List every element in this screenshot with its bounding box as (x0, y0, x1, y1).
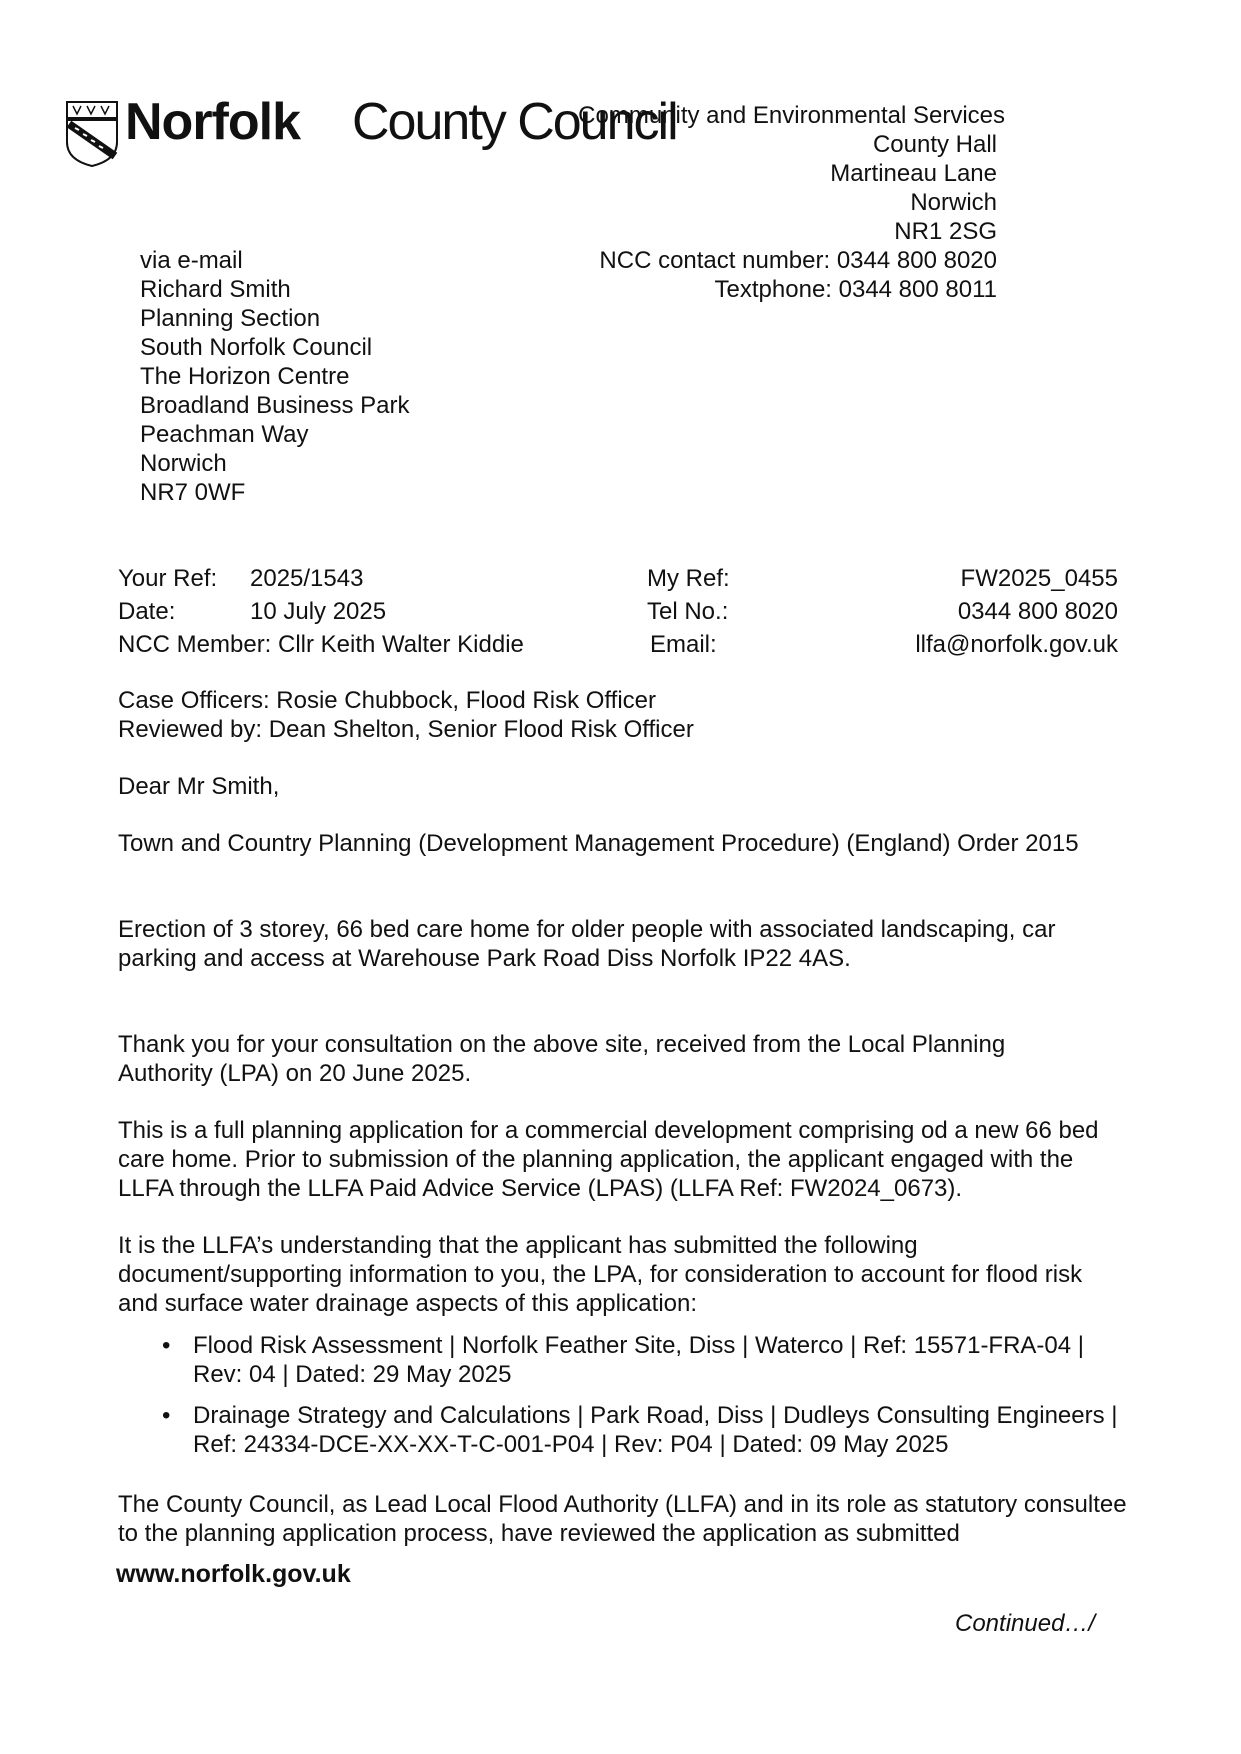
recipient-line: Norwich (140, 450, 227, 477)
textphone: Textphone: 0344 800 8011 (714, 276, 997, 303)
your-ref-value: 2025/1543 (250, 565, 364, 592)
order-title-text: Town and Country Planning (Development Management Procedure) (England) Order 2015 (118, 830, 1079, 857)
my-ref-label: My Ref: (647, 565, 730, 592)
paragraph-llfa-review (118, 1490, 1128, 1548)
recipient-line: Planning Section (140, 305, 321, 332)
recipient-line: Richard Smith (140, 276, 291, 303)
case-officers: Case Officers: Rosie Chubbock, Flood Risk Officer (118, 687, 656, 714)
my-ref-value: FW2025_0455 (960, 565, 1118, 592)
logo-wordmark-norfolk: Norfolk (125, 93, 300, 151)
reviewed-by: Reviewed by: Dean Shelton, Senior Flood Risk Officer (118, 716, 694, 743)
email-label: Email: (650, 631, 717, 658)
recipient-line: NR7 0WF (140, 479, 246, 506)
proposal-text: Erection of 3 storey, 66 bed care home for older people with associated landscaping, car parking and access at Warehouse Park Road Diss Norfolk IP22 4AS. (118, 916, 1056, 972)
bullet-icon: • (162, 1332, 171, 1359)
bullet-icon: • (162, 1402, 171, 1429)
recipient-line: Broadland Business Park (140, 392, 410, 419)
recipient-line: South Norfolk Council (140, 334, 373, 361)
documents-list (118, 1331, 1118, 1471)
list-item (118, 1331, 1118, 1389)
tel-value: 0344 800 8020 (957, 598, 1118, 625)
ncc-member: NCC Member: Cllr Keith Walter Kiddie (118, 631, 524, 658)
list-item (118, 1401, 1118, 1459)
salutation: Dear Mr Smith, (118, 773, 280, 800)
document-text: Flood Risk Assessment | Norfolk Feather Site, Diss | Waterco | Ref: 15571-FRA-04 | Rev: 04 | Dated: 29 May 2025 (193, 1332, 1085, 1388)
website-link[interactable]: www.norfolk.gov.uk (116, 1560, 351, 1588)
proposal (118, 915, 1078, 973)
paragraph-text: The County Council, as Lead Local Flood Authority (LLFA) and in its role as statutory consultee to the planning application process, have reviewed the application as submitted (118, 1491, 1127, 1547)
date-label: Date: (118, 598, 176, 625)
recipient-line: Peachman Way (140, 421, 309, 448)
address-line: Norwich (910, 189, 997, 216)
norfolk-crest-icon (65, 100, 119, 168)
recipient-line: The Horizon Centre (140, 363, 350, 390)
document-text: Drainage Strategy and Calculations | Park Road, Diss | Dudleys Consulting Engineers | Ref: 24334-DCE-XX-XX-T-C-001-P04 | Rev: P04 | Dated: 09 May 2025 (193, 1402, 1118, 1458)
recipient-line: via e-mail (140, 247, 243, 274)
tel-label: Tel No.: (647, 598, 729, 625)
recipient-address (140, 246, 409, 507)
paragraph-documents-intro (118, 1231, 1128, 1318)
your-ref-label: Your Ref: (118, 565, 218, 592)
date-value: 10 July 2025 (250, 598, 387, 625)
department: Community and Environmental Services (578, 102, 1005, 129)
paragraph-text: Thank you for your consultation on the above site, received from the Local Planning Authority (LPA) on 20 June 2025. (118, 1031, 1006, 1087)
order-title (118, 829, 1128, 858)
email-value: llfa@norfolk.gov.uk (915, 631, 1118, 658)
address-line: County Hall (872, 131, 997, 158)
contact-number: NCC contact number: 0344 800 8020 (599, 247, 997, 274)
logo-wordmark-county-council: County Council (352, 93, 677, 151)
continued-note: Continued…/ (955, 1610, 1096, 1637)
paragraph-text: This is a full planning application for a commercial development comprising od a new 66 bed care home. Prior to submission of the planning application, the applicant engaged with the LLFA through the LLFA Paid Advice Service (LPAS) (LLFA Ref: FW2024_0673). (118, 1117, 1099, 1202)
paragraph-consultation (118, 1030, 1078, 1088)
paragraph-application (118, 1116, 1128, 1203)
sender-address (578, 101, 1005, 304)
address-line: Martineau Lane (830, 160, 997, 187)
address-line: NR1 2SG (894, 218, 997, 245)
paragraph-text: It is the LLFA’s understanding that the applicant has submitted the following document/supporting information to you, the LPA, for consideration to account for flood risk and surface water drainage aspects of this application: (118, 1232, 1083, 1317)
